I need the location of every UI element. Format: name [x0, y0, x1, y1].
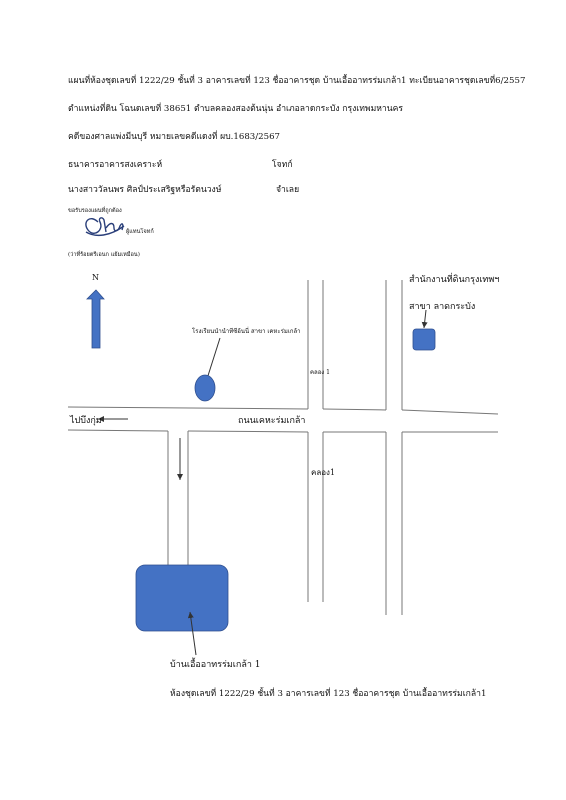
- school-marker: [195, 375, 215, 401]
- header-line-location: ตำแหน่งที่ดิน โฉนดเลขที่ 38651 ตำบลคลองสองต้นนุ่น อำเภอลาดกระบัง กรุงเทพมหานคร: [68, 104, 403, 114]
- footer-line: ห้องชุดเลขที่ 1222/29 ชั้นที่ 3 อาคารเลขที่ 123 ชื่ออาคารชุด บ้านเอื้ออาทรร่มเกล้า1: [170, 689, 487, 699]
- project-marker: [136, 565, 228, 631]
- land-office-marker: [413, 329, 435, 350]
- right-road: [386, 280, 402, 615]
- direction-label: ไปบึงกุ่ม: [70, 416, 102, 426]
- school-label: โรงเรียนนำนำทีซีอ้นนี่ สาขา เคหะร่มเกล้า: [192, 328, 301, 335]
- land-office-label: สำนักงานที่ดินกรุงเทพฯ: [409, 275, 500, 285]
- defendant-name: นางสาววัลนพร ศิลป์ประเสริฐหรือรัตนวงษ์: [68, 185, 222, 195]
- signer-role: ผู้แทนโจทก์: [126, 229, 154, 235]
- canal-upper-label: คลอง 1: [310, 369, 330, 376]
- project-label: บ้านเอื้ออาทรร่มเกล้า 1: [170, 660, 261, 670]
- soi-road: [168, 431, 188, 565]
- canal-lower-label: คลอง1: [311, 468, 336, 477]
- signature-icon: [86, 218, 124, 236]
- canal-lines: [308, 280, 323, 602]
- land-office-branch-label: สาขา ลาดกระบัง: [409, 302, 476, 312]
- plaintiff-name: ธนาคารอาคารสงเคราะห์: [68, 160, 163, 170]
- certify-text: ขอรับรองแผนที่ถูกต้อง: [68, 208, 122, 214]
- defendant-role: จำเลย: [276, 185, 300, 195]
- road-name-label: ถนนเคหะร่มเกล้า: [238, 416, 306, 426]
- north-arrow-icon: [87, 290, 104, 348]
- header-line-unit: แผนที่ห้องชุดเลขที่ 1222/29 ชั้นที่ 3 อาคารเลขที่ 123 ชื่ออาคารชุด บ้านเอื้ออาทรร่มเกล้า1 ทะเบียนอาคารชุดเลขที่6/2557: [68, 76, 526, 86]
- plaintiff-role: โจทก์: [272, 160, 293, 170]
- signer-name: (ว่าที่ร้อยตรีเอนก แย้มเหมือน): [68, 252, 140, 258]
- north-label: N: [92, 273, 99, 282]
- header-line-case: คดีของศาลแพ่งมีนบุรี หมายเลขคดีแดงที่ ผบ.1683/2567: [68, 132, 281, 142]
